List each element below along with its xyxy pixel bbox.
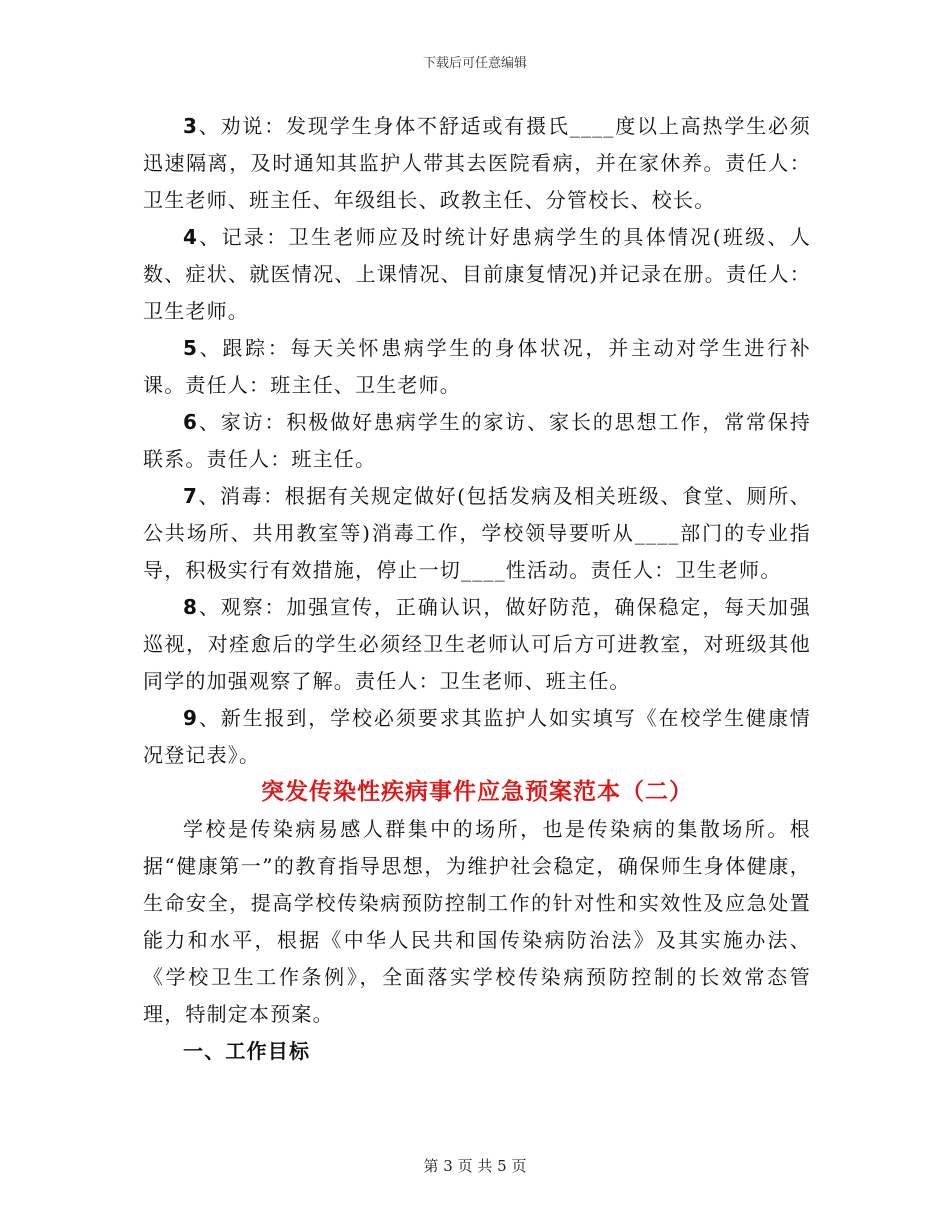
item-text: 、观察：加强宣传，正确认识，做好防范，确保稳定，每天加强巡视，对痊愈后的学生必须经卫生老师认可后方可进教室，对班级其他同学的加强观察了解。责任人：卫生老师、班主任。 (143, 595, 811, 693)
document-body (143, 108, 811, 1070)
item-number: 6 (183, 410, 199, 434)
item-number: 3 (183, 114, 199, 138)
item-text: 、家访：积极做好患病学生的家访、家长的思想工作，常常保持联系。责任人：班主任。 (143, 410, 811, 471)
item-number: 5 (183, 336, 199, 360)
item-text: 、跟踪：每天关怀患病学生的身体状况，并主动对学生进行补课。责任人：班主任、卫生老师。 (143, 336, 811, 397)
item-text: 、记录：卫生老师应及时统计好患病学生的具体情况(班级、人数、症状、就医情况、上课情况、目前康复情况)并记录在册。责任人：卫生老师。 (143, 225, 811, 323)
list-item-4 (143, 219, 811, 330)
page-number: 第 3 页 共 5 页 (423, 1157, 527, 1175)
item-text: 、新生报到，学校必须要求其监护人如实填写《在校学生健康情况登记表》。 (143, 706, 811, 767)
item-number: 9 (183, 706, 199, 730)
list-item-8 (143, 589, 811, 700)
list-item-7 (143, 478, 811, 589)
section-title: 突发传染性疾病事件应急预案范本（二） (261, 779, 693, 805)
section-heading: 一、工作目标 (183, 1039, 311, 1063)
item-text: 、劝说：发现学生身体不舒适或有摄氏____度以上高热学生必须迅速隔离，及时通知其监护人带其去医院看病，并在家休养。责任人：卫生老师、班主任、年级组长、政教主任、分管校长、校长。 (143, 114, 811, 212)
item-number: 4 (183, 225, 199, 249)
item-text: 、消毒：根据有关规定做好(包括发病及相关班级、食堂、厕所、公共场所、共用教室等)消毒工作，学校领导要听从____部门的专业指导，积极实行有效措施，停止一切____性活动。责任人：卫生老师。 (143, 484, 811, 582)
item-number: 7 (183, 484, 199, 508)
page-header: 下载后可任意编辑 (422, 56, 527, 71)
list-item-5 (143, 330, 811, 404)
intro-paragraph: 学校是传染病易感人群集中的场所，也是传染病的集散场所。根据“健康第一”的教育指导思想，为维护社会稳定，确保师生身体健康，生命安全，提高学校传染病预防控制工作的针对性和实效性及应急处置能力和水平，根据《中华人民共和国传染病防治法》及其实施办法、《学校卫生工作条例》，全面落实学校传染病预防控制的长效常态管理，特制定本预案。 (143, 817, 811, 1026)
item-number: 8 (183, 595, 199, 619)
list-item-6 (143, 404, 811, 478)
list-item-9 (143, 700, 811, 774)
list-item-3 (143, 108, 811, 219)
